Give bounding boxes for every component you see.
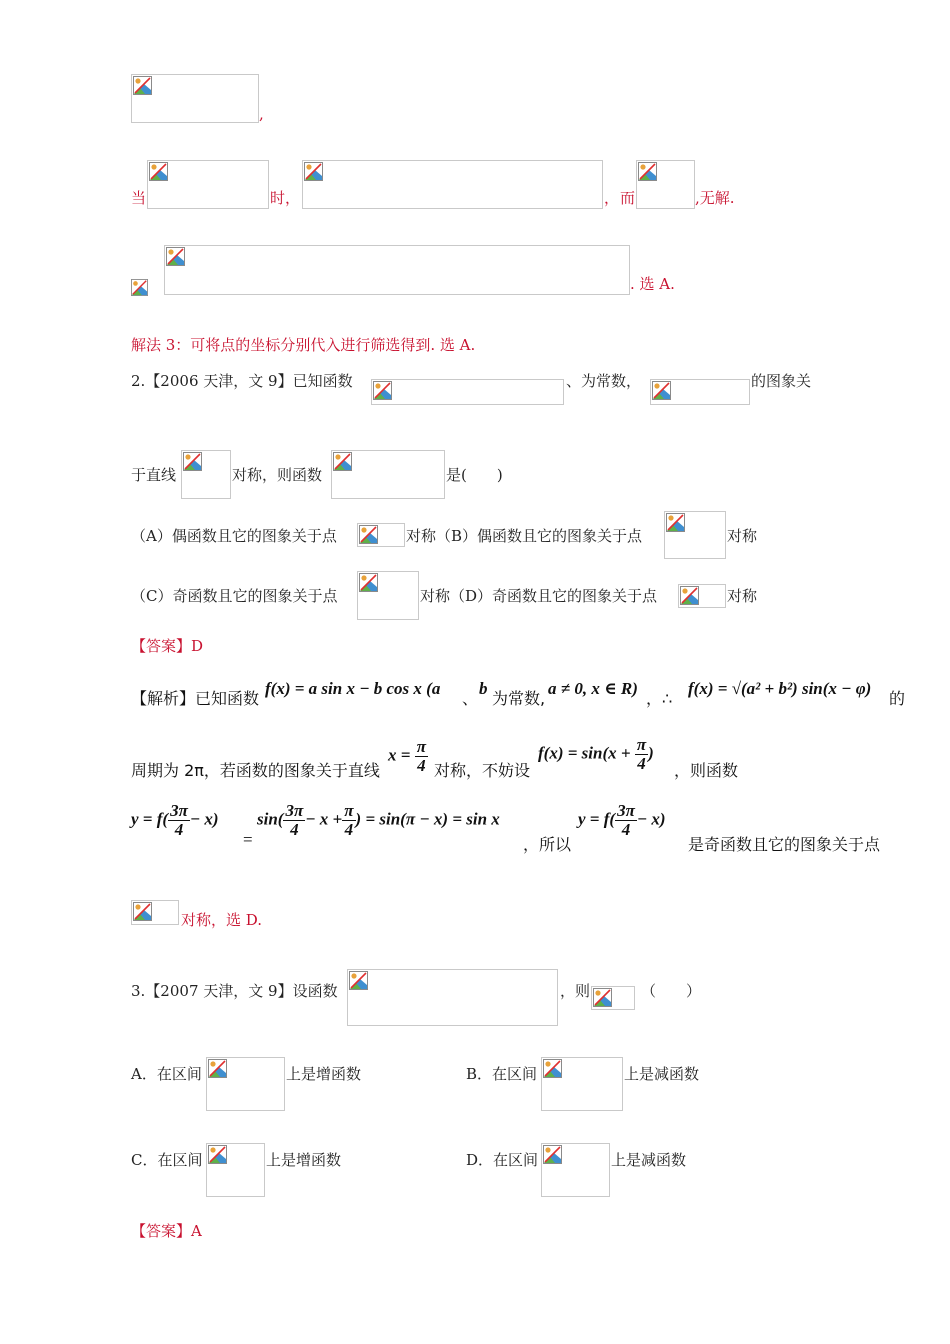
q3-option-b: B．在区间 xyxy=(466,1065,538,1083)
q2-option-d: 对称（D）奇函数且它的图象关于点 xyxy=(420,587,658,605)
text: 是奇函数且它的图象关于点 xyxy=(688,835,881,854)
text: 是( ) xyxy=(446,466,503,484)
formula-b: b xyxy=(479,679,488,698)
broken-image-icon xyxy=(208,1145,227,1164)
formula-f-set: f(x) = sin(x + $\frac{\pi}{4}$ ) xyxy=(538,735,654,773)
formula-sin: sin( $\frac{3\pi}{4}$ − x + $\frac{\pi}{4}$ ) = sin(π − x) = sin x xyxy=(257,801,500,839)
image-placeholder xyxy=(147,160,269,209)
image-placeholder xyxy=(541,1057,623,1111)
text: , xyxy=(259,105,264,123)
text: 时， xyxy=(270,189,301,207)
broken-image-icon xyxy=(166,247,185,266)
broken-image-icon xyxy=(133,76,152,95)
q3-option-d: D．在区间 xyxy=(466,1151,539,1169)
text: 对称，选 D. xyxy=(181,911,263,929)
image-placeholder xyxy=(181,450,231,499)
image-placeholder xyxy=(664,511,726,559)
formula-f-eq: f(x) = √(a² + b²) sin(x − φ) xyxy=(688,679,872,698)
text: ，∴ xyxy=(646,689,673,708)
q2-answer: 【答案】D xyxy=(131,637,204,655)
formula-y-eq: y = f( $\frac{3\pi}{4}$ − x) xyxy=(131,801,219,839)
image-placeholder xyxy=(591,986,635,1010)
q2-stem: 2.【2006 天津，文 9】已知函数 xyxy=(131,372,353,390)
image-placeholder xyxy=(541,1143,610,1197)
broken-image-icon xyxy=(333,452,352,471)
image-placeholder xyxy=(131,74,259,123)
text: 于直线 xyxy=(131,466,177,484)
broken-image-icon xyxy=(373,381,392,400)
text: 上是增函数 xyxy=(266,1151,342,1169)
q3-answer: 【答案】A xyxy=(131,1222,202,1240)
text: 对称 xyxy=(727,527,758,545)
formula-y-eq-2: y = f( $\frac{3\pi}{4}$ − x) xyxy=(578,801,666,839)
broken-image-icon xyxy=(208,1059,227,1078)
text: 而 xyxy=(620,189,636,207)
broken-image-icon xyxy=(543,1059,562,1078)
text: ,无解. xyxy=(695,189,735,207)
image-placeholder xyxy=(206,1143,265,1197)
image-placeholder xyxy=(131,900,179,925)
broken-image-icon xyxy=(183,452,202,471)
image-placeholder xyxy=(357,523,405,547)
text: 对称，则函数 xyxy=(232,466,323,484)
text: . 选 A. xyxy=(630,275,675,293)
broken-image-icon xyxy=(638,162,657,181)
text: 上是减函数 xyxy=(624,1065,700,1083)
image-placeholder xyxy=(678,584,726,608)
broken-image-icon xyxy=(349,971,368,990)
q2-option-c: （C）奇函数且它的图象关于点 xyxy=(131,587,338,605)
text: 、为常数， xyxy=(566,372,642,390)
image-placeholder xyxy=(131,279,150,295)
image-placeholder xyxy=(164,245,630,295)
broken-image-icon xyxy=(131,279,148,296)
broken-image-icon xyxy=(359,525,378,544)
broken-image-icon xyxy=(652,381,671,400)
image-placeholder xyxy=(636,160,695,209)
broken-image-icon xyxy=(593,988,612,1007)
q2-option-a: （A）偶函数且它的图象关于点 xyxy=(131,527,337,545)
image-placeholder xyxy=(206,1057,285,1111)
image-placeholder xyxy=(347,969,558,1026)
text: 上是增函数 xyxy=(286,1065,362,1083)
method3-text: 解法 3：可将点的坐标分别代入进行筛选得到. 选 A. xyxy=(131,336,476,354)
broken-image-icon xyxy=(149,162,168,181)
image-placeholder xyxy=(650,379,750,405)
image-placeholder xyxy=(371,379,564,405)
text: 上是减函数 xyxy=(611,1151,687,1169)
text: = xyxy=(243,830,253,849)
text: ，则 xyxy=(560,982,591,1000)
broken-image-icon xyxy=(304,162,323,181)
analysis-label: 【解析】已知函数 xyxy=(131,689,260,708)
text: 的图象关 xyxy=(751,372,812,390)
q2-option-b: 对称（B）偶函数且它的图象关于点 xyxy=(406,527,643,545)
text: （ ） xyxy=(641,982,702,1000)
text: 的 xyxy=(889,689,906,708)
text: 周期为 2π，若函数的图象关于直线 xyxy=(131,761,380,780)
text: 当 xyxy=(131,189,147,207)
q3-option-c: C．在区间 xyxy=(131,1151,203,1169)
broken-image-icon xyxy=(359,573,378,592)
broken-image-icon xyxy=(666,513,685,532)
image-placeholder xyxy=(331,450,445,499)
broken-image-icon xyxy=(133,902,152,921)
text: 为常数, xyxy=(492,689,546,708)
q3-option-a: A．在区间 xyxy=(131,1065,202,1083)
text: 对称 xyxy=(727,587,758,605)
text: ，所以 xyxy=(523,835,572,854)
broken-image-icon xyxy=(543,1145,562,1164)
text: 对称，不妨设 xyxy=(434,761,531,780)
text: 、 xyxy=(462,689,479,708)
text: ，则函数 xyxy=(674,761,739,780)
formula-cond: a ≠ 0, x ∈ R) xyxy=(548,679,638,698)
q3-stem: 3.【2007 天津，文 9】设函数 xyxy=(131,982,338,1000)
formula-f-def: f(x) = a sin x − b cos x (a xyxy=(265,679,441,698)
text: ， xyxy=(604,189,620,207)
image-placeholder xyxy=(357,571,419,620)
image-placeholder xyxy=(302,160,603,209)
formula-x-eq: x = $\frac{\pi}{4}$ xyxy=(388,737,426,775)
broken-image-icon xyxy=(680,586,699,605)
